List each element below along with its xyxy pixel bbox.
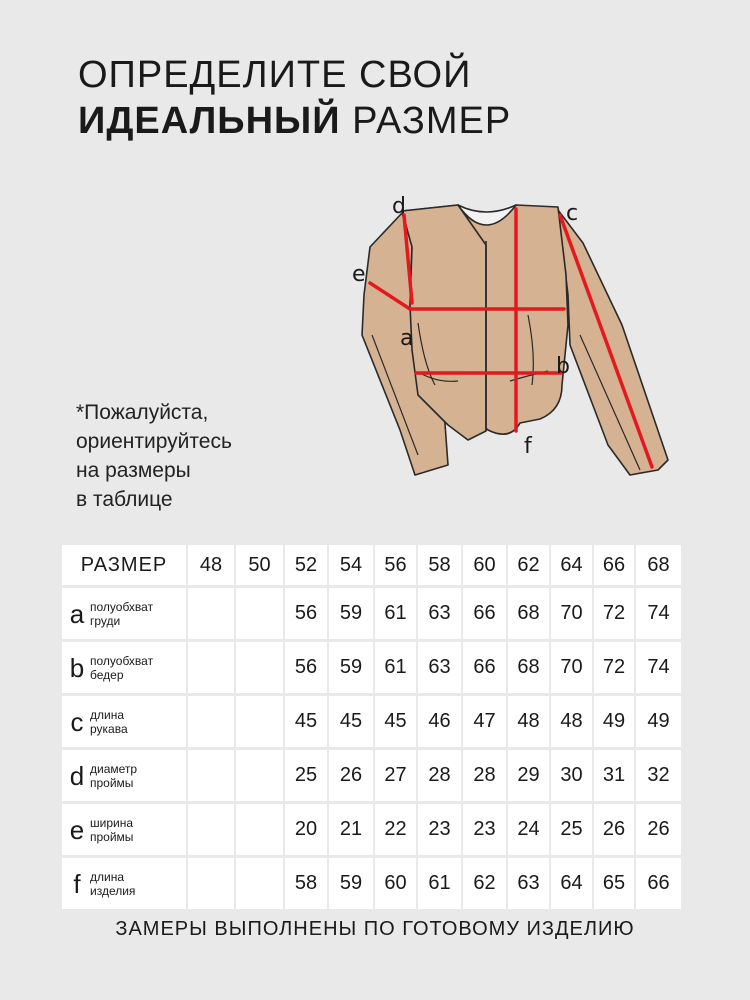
table-cell (236, 804, 283, 855)
table-cell: 72 (594, 642, 634, 693)
row-description (90, 600, 153, 628)
table-cell: 66 (463, 588, 506, 639)
table-cell: 26 (329, 750, 373, 801)
size-header-cell: 60 (463, 545, 506, 585)
table-cell: 27 (375, 750, 416, 801)
row-description-line-2: проймы (90, 829, 134, 844)
table-cell: 72 (594, 588, 634, 639)
row-letter: a (69, 598, 85, 629)
table-cell: 31 (594, 750, 634, 801)
row-description (90, 816, 133, 844)
row-description-line-2: рукава (90, 721, 128, 736)
note-line-1: *Пожалуйста, (76, 401, 209, 424)
table-cell: 48 (551, 696, 592, 747)
row-label-e (62, 804, 186, 855)
row-description-line-2: проймы (90, 775, 134, 790)
label-d: d (392, 194, 406, 219)
table-cell: 45 (285, 696, 327, 747)
table-cell: 45 (329, 696, 373, 747)
row-label-d (62, 750, 186, 801)
table-cell: 70 (551, 588, 592, 639)
title-bold-word: ИДЕАЛЬНЫЙ (78, 100, 341, 142)
row-letter: b (69, 652, 85, 683)
title-rest-word: РАЗМЕР (352, 100, 512, 142)
label-e: e (352, 262, 366, 287)
label-b: b (556, 354, 570, 379)
table-cell: 63 (508, 858, 549, 909)
table-cell: 65 (594, 858, 634, 909)
row-letter: e (69, 814, 85, 845)
row-label-f (62, 858, 186, 909)
note-line-4: в таблице (76, 488, 173, 511)
table-cell: 26 (594, 804, 634, 855)
table-cell (236, 588, 283, 639)
table-cell: 49 (594, 696, 634, 747)
size-header-cell: 68 (636, 545, 681, 585)
table-cell: 61 (418, 858, 461, 909)
table-cell (236, 750, 283, 801)
row-label-c (62, 696, 186, 747)
label-c: c (566, 201, 579, 226)
table-cell: 26 (636, 804, 681, 855)
size-header-cell: 62 (508, 545, 549, 585)
table-cell: 28 (463, 750, 506, 801)
table-cell (188, 858, 234, 909)
size-table (62, 545, 679, 909)
table-cell: 61 (375, 642, 416, 693)
table-cell: 24 (508, 804, 549, 855)
table-cell: 60 (375, 858, 416, 909)
row-letter: f (73, 868, 81, 899)
table-cell: 23 (418, 804, 461, 855)
size-header-cell: 48 (188, 545, 234, 585)
size-header-cell: 64 (551, 545, 592, 585)
row-description-line-1: длина (90, 707, 125, 722)
title-line-1: ОПРЕДЕЛИТЕ СВОЙ (78, 54, 472, 96)
table-cell: 32 (636, 750, 681, 801)
row-description-line-2: изделия (90, 883, 136, 898)
row-description-line-1: ширина (90, 815, 134, 830)
row-label-b (62, 642, 186, 693)
table-cell: 68 (508, 588, 549, 639)
row-description (90, 654, 153, 682)
row-letter: d (69, 760, 85, 791)
page-title (78, 52, 511, 144)
table-cell (236, 696, 283, 747)
title-line-2 (78, 98, 511, 144)
size-note (76, 398, 232, 514)
table-cell: 47 (463, 696, 506, 747)
table-cell: 59 (329, 588, 373, 639)
row-description-line-1: полуобхват (90, 653, 154, 668)
size-header-cell: 66 (594, 545, 634, 585)
row-description (90, 762, 137, 790)
table-cell (188, 588, 234, 639)
table-cell: 74 (636, 642, 681, 693)
row-description (90, 870, 135, 898)
size-header-cell: 52 (285, 545, 327, 585)
table-cell: 25 (551, 804, 592, 855)
table-cell: 63 (418, 588, 461, 639)
table-cell (188, 696, 234, 747)
table-cell: 23 (463, 804, 506, 855)
table-cell: 59 (329, 858, 373, 909)
table-cell: 25 (285, 750, 327, 801)
table-cell: 46 (418, 696, 461, 747)
table-cell: 64 (551, 858, 592, 909)
table-cell: 48 (508, 696, 549, 747)
row-letter: c (70, 706, 84, 737)
table-cell: 66 (636, 858, 681, 909)
table-cell (188, 750, 234, 801)
table-cell: 59 (329, 642, 373, 693)
table-cell: 49 (636, 696, 681, 747)
size-header-cell: 56 (375, 545, 416, 585)
row-description (90, 708, 128, 736)
table-cell: 58 (285, 858, 327, 909)
note-line-3: на размеры (76, 459, 191, 482)
jacket-measurement-diagram (340, 185, 680, 485)
table-cell: 74 (636, 588, 681, 639)
table-cell (188, 804, 234, 855)
row-description-line-2: бедер (90, 667, 124, 682)
label-f: f (524, 434, 532, 459)
size-header-cell: 50 (236, 545, 283, 585)
footer-note: ЗАМЕРЫ ВЫПОЛНЕНЫ ПО ГОТОВОМУ ИЗДЕЛИЮ (115, 918, 635, 940)
row-description-line-1: длина (90, 869, 125, 884)
table-cell: 21 (329, 804, 373, 855)
table-cell: 70 (551, 642, 592, 693)
table-cell (188, 642, 234, 693)
table-cell: 22 (375, 804, 416, 855)
table-cell: 20 (285, 804, 327, 855)
table-cell: 68 (508, 642, 549, 693)
table-cell: 56 (285, 642, 327, 693)
row-description-line-1: полуобхват (90, 599, 154, 614)
table-cell: 62 (463, 858, 506, 909)
table-cell: 66 (463, 642, 506, 693)
table-cell (236, 858, 283, 909)
row-label-a (62, 588, 186, 639)
table-cell: 61 (375, 588, 416, 639)
row-description-line-1: диаметр (90, 761, 138, 776)
table-cell: 28 (418, 750, 461, 801)
table-cell (236, 642, 283, 693)
size-header-cell: 54 (329, 545, 373, 585)
label-a: a (400, 326, 414, 351)
table-cell: 45 (375, 696, 416, 747)
table-cell: 29 (508, 750, 549, 801)
size-header-label: РАЗМЕР (62, 545, 186, 585)
table-cell: 63 (418, 642, 461, 693)
table-cell: 56 (285, 588, 327, 639)
table-cell: 30 (551, 750, 592, 801)
note-line-2: ориентируйтесь (76, 430, 232, 453)
row-description-line-2: груди (90, 613, 121, 628)
size-header-cell: 58 (418, 545, 461, 585)
